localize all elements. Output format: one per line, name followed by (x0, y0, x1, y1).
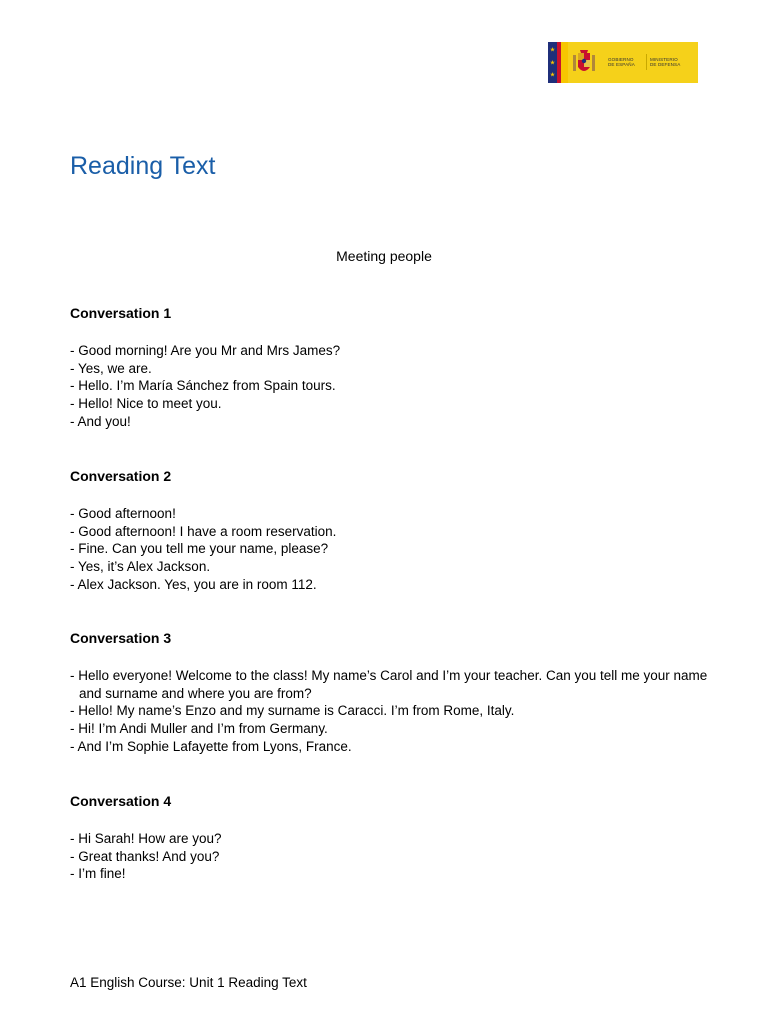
dialogue-line: - And you! (70, 413, 131, 429)
dialogue-line: - Yes, it’s Alex Jackson. (70, 559, 211, 575)
logo-divider (646, 54, 647, 70)
star-icon (550, 47, 555, 52)
star-icon (550, 72, 555, 77)
dialogue-line: - Good afternoon! I have a room reservation. (70, 523, 337, 539)
page-title: Reading Text (70, 152, 216, 180)
coat-of-arms-icon (573, 50, 595, 76)
dialogue-lines (70, 342, 710, 431)
dialogue-line: - Great thanks! And you? (70, 848, 220, 864)
dialogue-lines (70, 830, 710, 883)
conversation-4 (70, 792, 710, 883)
dialogue-line: - Hello. I’m María Sánchez from Spain tours. (70, 378, 336, 394)
dialogue-line: - I’m fine! (70, 866, 126, 882)
subtitle: Meeting people (336, 248, 432, 264)
dialogue-line: - Hi! I’m Andi Muller and I’m from Germany. (70, 721, 328, 737)
logo-plate (568, 42, 698, 83)
dialogue-line: - Good morning! Are you Mr and Mrs James? (70, 343, 341, 358)
conversation-heading: Conversation 2 (70, 468, 172, 484)
eu-stars-stripe (548, 42, 557, 83)
yellow-stripe (561, 42, 568, 83)
government-text: GOBIERNO DE ESPAÑA (608, 57, 635, 67)
dialogue-lines (70, 667, 710, 756)
ministry-text: MINISTERIO DE DEFENSA (650, 57, 681, 67)
dialogue-line: - Hello everyone! Welcome to the class! My name’s Carol and I’m your teacher. Can you tell me your name and surname and where you are from? (70, 668, 708, 701)
flag-stripes (548, 42, 568, 83)
dialogue-line: - Hello! My name’s Enzo and my surname is Caracci. I’m from Rome, Italy. (70, 703, 515, 719)
conversation-heading: Conversation 3 (70, 630, 172, 646)
conversation-2 (70, 467, 710, 594)
dialogue-lines (70, 505, 710, 594)
conversation-1 (70, 304, 710, 431)
government-logo (548, 42, 698, 83)
conversation-heading: Conversation 4 (70, 793, 172, 809)
page-footer: A1 English Course: Unit 1 Reading Text (70, 975, 307, 990)
dialogue-line: - Hello! Nice to meet you. (70, 396, 222, 412)
dialogue-line: - Fine. Can you tell me your name, please? (70, 541, 329, 557)
star-icon (550, 60, 555, 65)
dialogue-line: - Hi Sarah! How are you? (70, 831, 222, 846)
conversation-heading: Conversation 1 (70, 305, 172, 321)
dialogue-line: - Good afternoon! (70, 506, 176, 521)
dialogue-line: - And I’m Sophie Lafayette from Lyons, France. (70, 738, 352, 754)
conversation-3 (70, 629, 710, 756)
dialogue-line: - Yes, we are. (70, 360, 152, 376)
dialogue-line: - Alex Jackson. Yes, you are in room 112. (70, 576, 317, 592)
